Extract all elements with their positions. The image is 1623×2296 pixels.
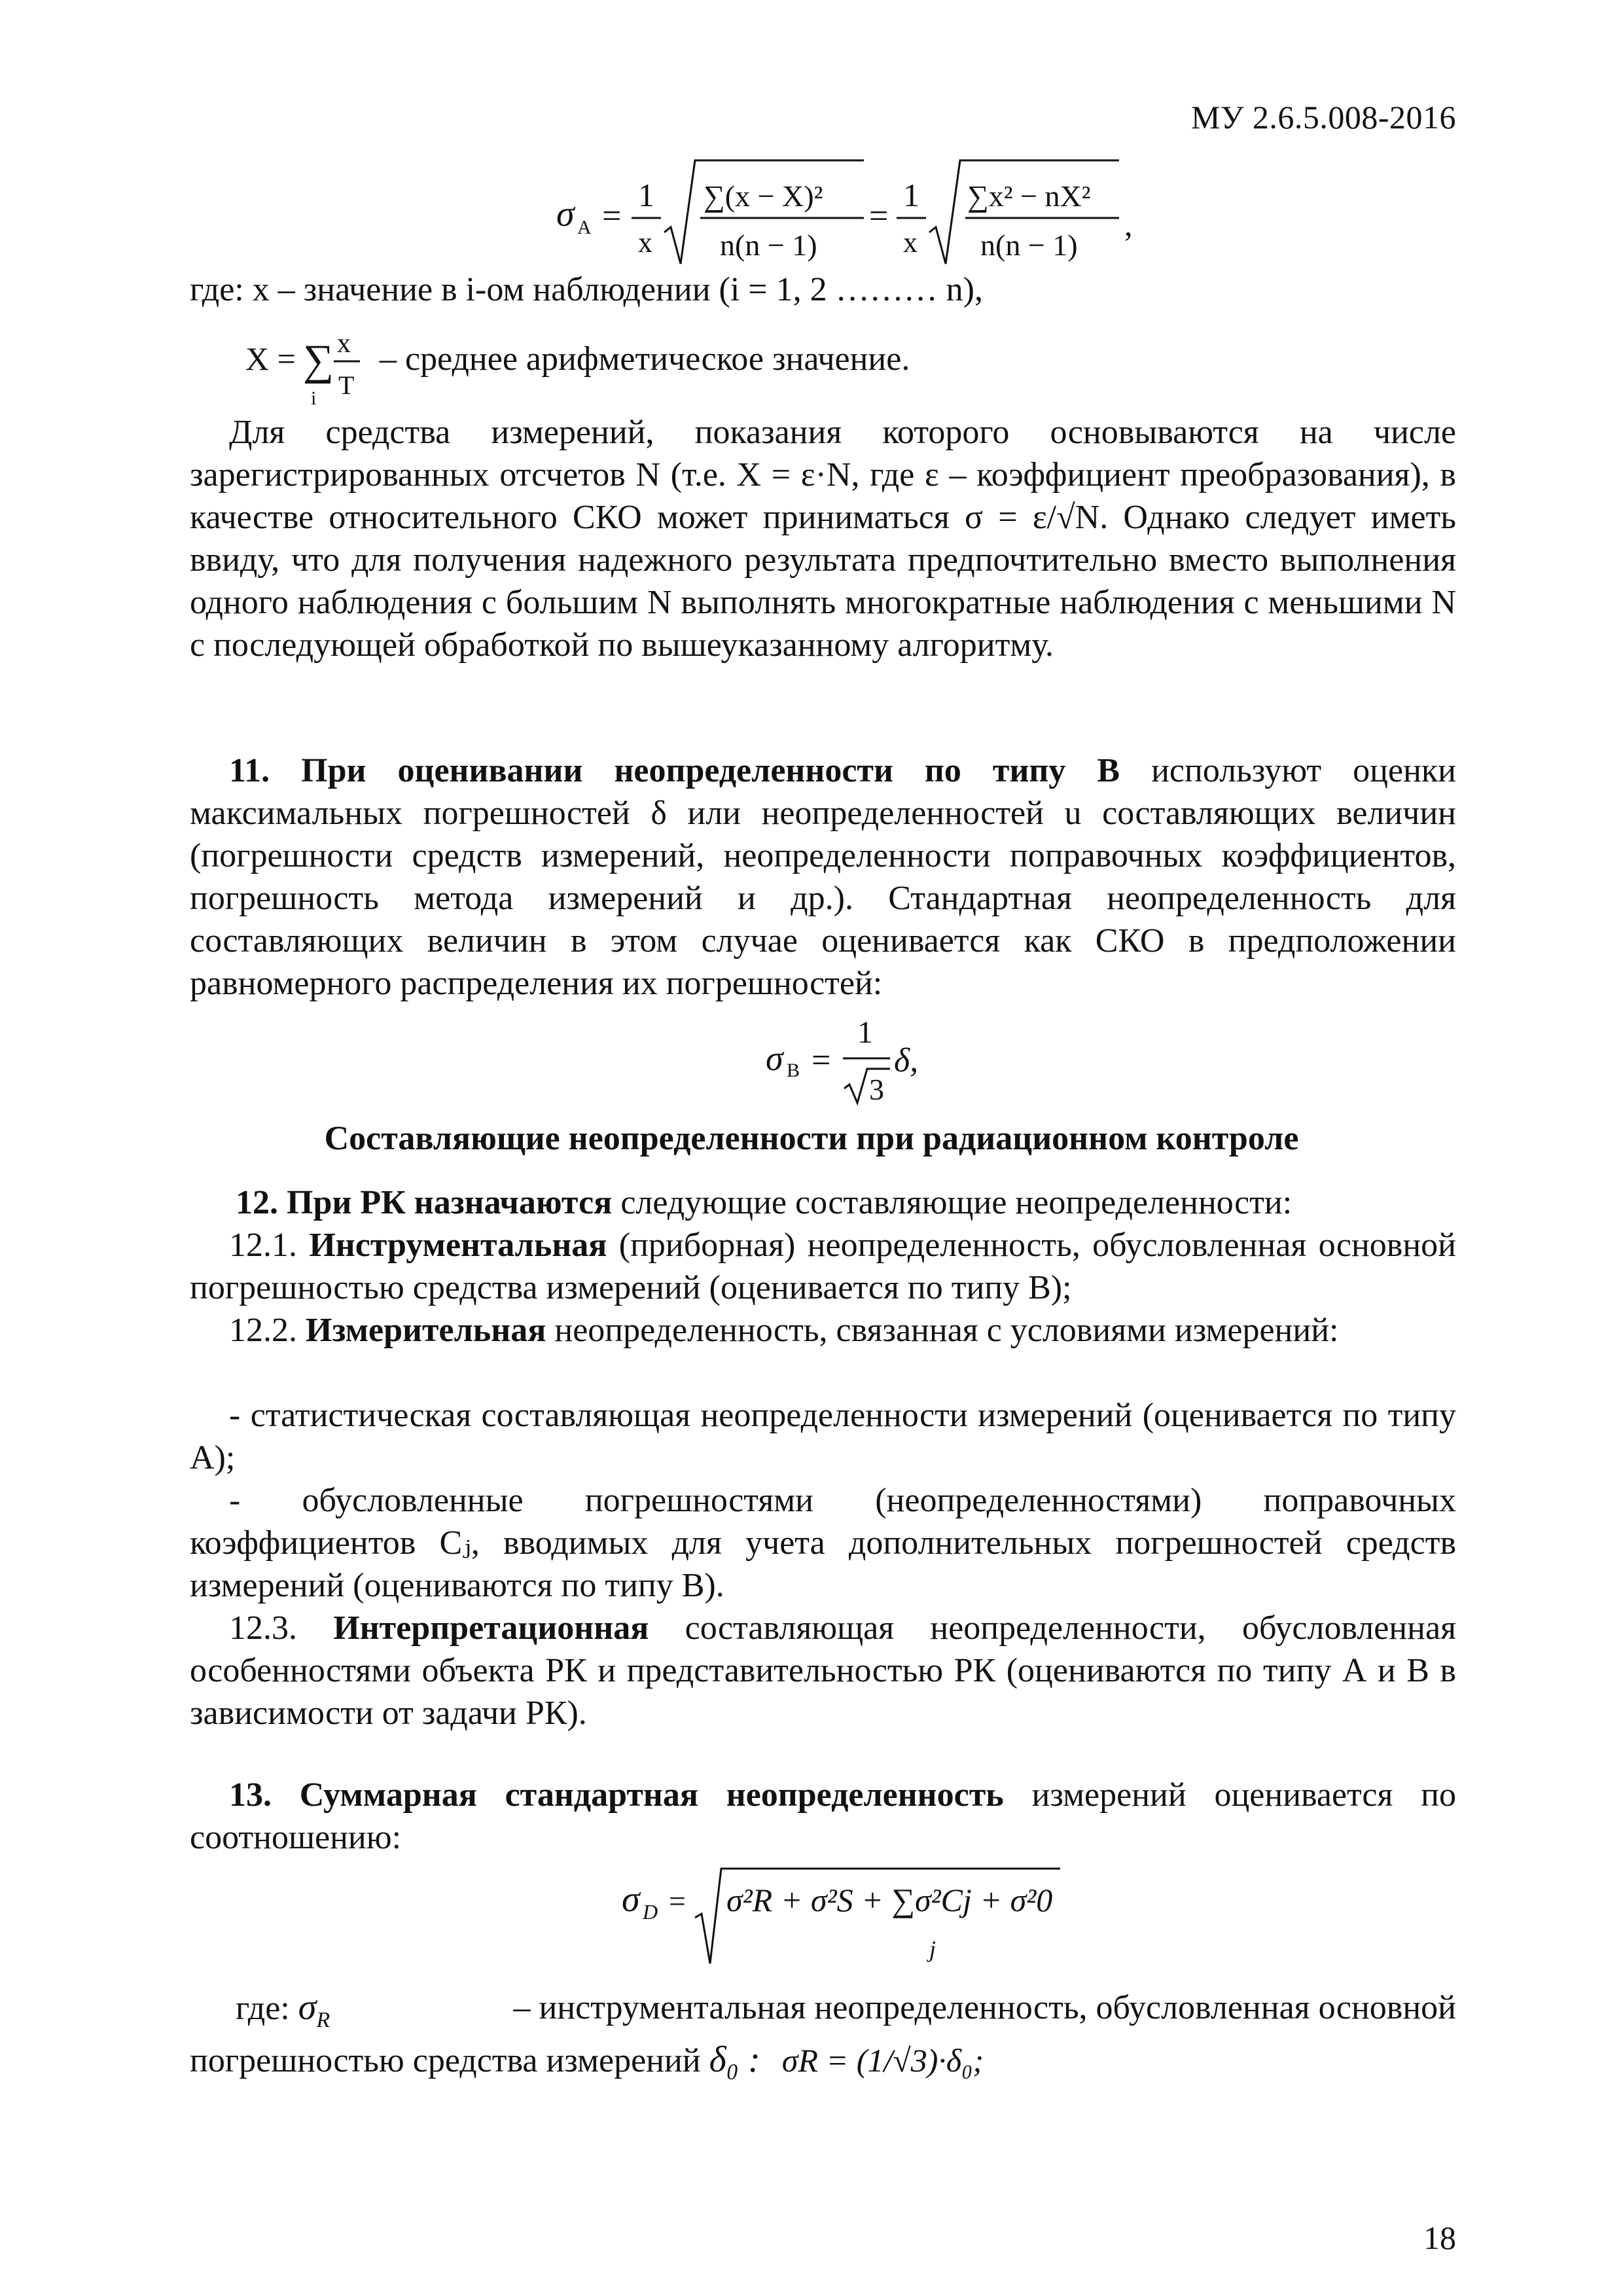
mean-sum: ∑ — [303, 336, 334, 384]
formula-a-eq2: = — [869, 198, 889, 235]
formula-a-one1: 1 — [638, 177, 654, 213]
formula-a-den1: n(n − 1) — [720, 228, 817, 262]
mean-num: x — [337, 329, 351, 359]
p12-3-text: составляющая неопределенности, обусловленная особенностями объекта РК и представительностью РК (оцениваются по типу А и В в зависимости от задачи РК). — [190, 1609, 1456, 1732]
formula-b-num: 1 — [857, 1015, 873, 1050]
paragraph-12-2 — [190, 1309, 1456, 1352]
mean-i: i — [311, 387, 317, 409]
formula-a-num2: ∑x² − nX² — [967, 179, 1091, 213]
p11-text: используют оценки максимальных погрешностей δ или неопределенностей u составляющих величин (погрешности средств измерений, неопределенности поправочных коэффициентов, погрешность метода измерений и др.). Стандартная неопределенность для составляющих величин в этом случае оценивается как СКО в предположении равномерного распределения их погрешностей: — [190, 752, 1456, 1002]
page-number: 18 — [1423, 2219, 1456, 2256]
bullet2-text: - обусловленные погрешностями (неопределенностями) поправочных коэффициентов Cⱼ, вводимых для учета дополнительных погрешностей средств измерений (оцениваются по типу В). — [190, 1482, 1456, 1604]
formula-b-tail: δ, — [894, 1042, 919, 1079]
formula-a-one2: 1 — [903, 177, 919, 213]
mean-den: T — [338, 370, 355, 400]
formula-a-sigma: σ — [556, 194, 575, 234]
paragraph-11 — [190, 749, 1456, 1005]
formula-b-den: 3 — [869, 1073, 884, 1106]
document-code: МУ 2.6.5.008-2016 — [1190, 99, 1456, 135]
p13-text: измерений оценивается по соотношению: — [190, 1776, 1456, 1856]
where2-sigma-r: $\sigma_R$ — [298, 1987, 330, 2033]
paragraph-12 — [236, 1181, 1292, 1224]
bullet-statistical — [190, 1394, 1456, 1479]
formula-a-num1: ∑(x − X)² — [704, 179, 823, 213]
mean-text: – среднее арифметическое значение. — [380, 340, 910, 378]
p12-text: следующие составляющие неопределенности: — [620, 1184, 1293, 1221]
formula-mean — [245, 321, 1031, 412]
paragraph-intro — [190, 411, 1456, 666]
formula-d-sigma: σ — [622, 1879, 640, 1920]
formula-d-eq: = — [669, 1884, 686, 1918]
paragraph-13 — [190, 1774, 1456, 1859]
formula-sigma-d — [622, 1865, 1080, 1970]
formula-a-x1: x — [638, 226, 652, 259]
p12-2-heading: Измерительная — [306, 1312, 546, 1349]
formula-sigma-b — [766, 1011, 1001, 1109]
section-heading: Составляющие неопределенности при радиационном контроле — [324, 1120, 1299, 1157]
p12-1-heading: Инструментальная — [309, 1227, 607, 1264]
bullet1-text: - статистическая составляющая неопределенности измерений (оценивается по типу А); — [190, 1397, 1456, 1477]
p12-1-text: (приборная) неопределенность, обусловленная основной погрешностью средства измерений (оценивается по типу В); — [190, 1227, 1456, 1306]
where2-prefix — [236, 1986, 330, 2041]
p13-heading: 13. Суммарная стандартная неопределенность — [229, 1776, 1004, 1814]
where-line-3 — [190, 2039, 984, 2082]
formula-b-eq: = — [812, 1042, 831, 1079]
formula-a-eq1: = — [602, 198, 622, 235]
mean-lhs: X = — [245, 340, 296, 377]
where2-text: – инструментальная неопределенность, обусловленная основной — [513, 1989, 1456, 2026]
where2-line2: погрешностью средства измерений — [190, 2042, 701, 2079]
p12-3-num: 12.3. — [229, 1609, 297, 1647]
where-line: где: x – значение в i-ом наблюдении (i = 1, 2 ……… n), — [190, 271, 983, 308]
formula-b-sub: В — [787, 1060, 800, 1081]
formula-d-body: σ²R + σ²S + ∑σ²Cj + σ²0 — [726, 1882, 1053, 1918]
p12-1-num: 12.1. — [229, 1227, 297, 1264]
paragraph-12-3 — [190, 1607, 1456, 1734]
p12-2-num: 12.2. — [229, 1312, 297, 1349]
p11-heading: 11. При оценивании неопределенности по типу В — [229, 752, 1120, 789]
formula-a-x2: x — [903, 226, 918, 259]
formula-a-sub: А — [577, 217, 592, 238]
where2-delta: δ₀ : — [709, 2039, 760, 2080]
where2-prefix-text: где: — [236, 1990, 290, 2027]
formula-b-sigma: σ — [766, 1039, 783, 1078]
p12-heading: 12. При РК назначаются — [236, 1184, 613, 1221]
formula-d-sub: D — [643, 1900, 658, 1924]
p12-3-heading: Интерпретационная — [333, 1609, 649, 1647]
paragraph-12-1 — [190, 1224, 1456, 1309]
where-line-2 — [236, 1986, 1456, 2041]
where2-formula: σR = (1/√3)·δ₀; — [781, 2042, 984, 2079]
formula-a-den2: n(n − 1) — [980, 228, 1078, 262]
formula-sigma-a — [556, 154, 1145, 278]
formula-d-index: j — [929, 1936, 936, 1962]
p12-2-text: неопределенность, связанная с условиями измерений: — [554, 1312, 1339, 1349]
formula-a-comma: , — [1124, 206, 1133, 243]
para1-text: Для средства измерений, показания которого основываются на числе зарегистрированных отсчетов N (т.е. X = ε·N, где ε – коэффициент преобразования), в качестве относительного СКО может приниматься σ = ε/√N. Однако следует иметь ввиду, что для получения надежного результата предпочтительно вместо выполнения одного наблюдения с большим N выполнять многократные наблюдения с меньшими N с последующей обработкой по вышеуказанному алгоритму. — [190, 414, 1456, 664]
bullet-correction-coefficients — [190, 1479, 1456, 1607]
